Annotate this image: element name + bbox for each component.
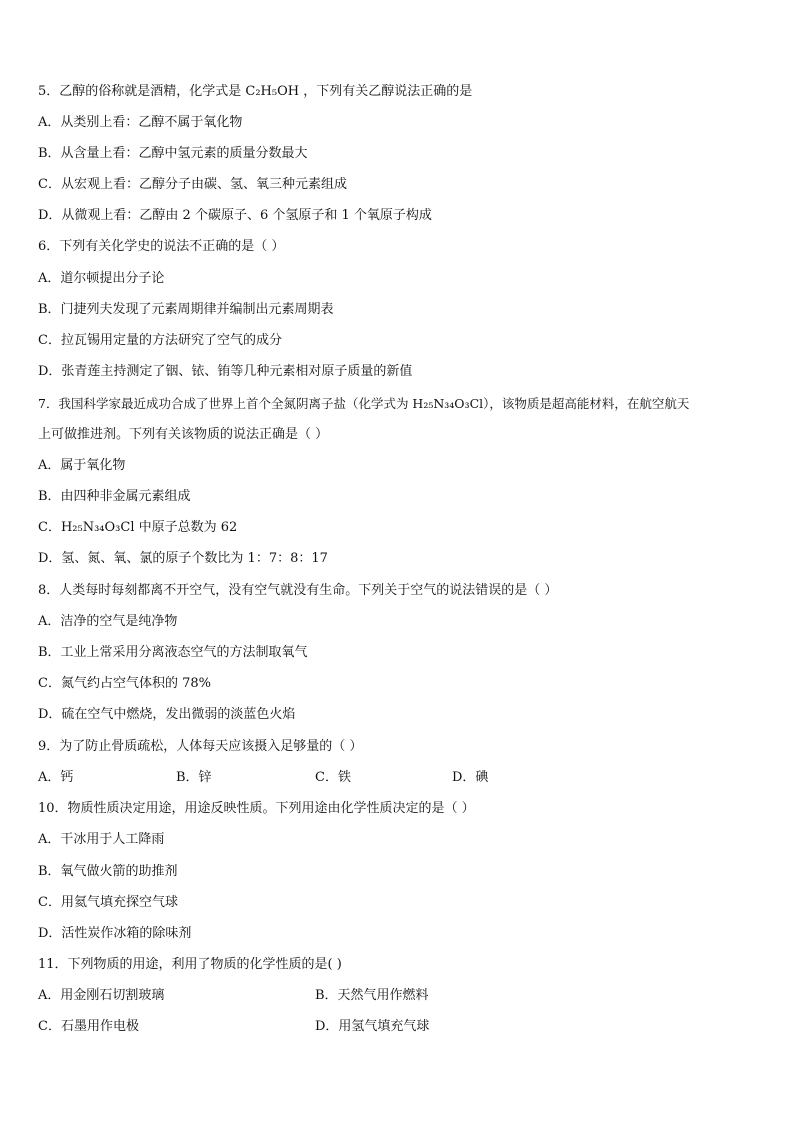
question-7-stem-line-1: 7．我国科学家最近成功合成了世界上首个全氮阴离子盐（化学式为 H₂₅N₃₄O₃Cl），该物质是超高能材料，在航空航天 [38, 396, 690, 411]
question-6-stem: 6．下列有关化学史的说法不正确的是（ ） [38, 239, 285, 254]
question-9-option-c: C．铁 [315, 770, 351, 785]
question-5-stem: 5．乙醇的俗称就是酒精，化学式是 C₂H₅OH ，下列有关乙醇说法正确的是 [38, 84, 473, 99]
question-8-option-b: B．工业上常采用分离液态空气的方法制取氧气 [38, 645, 308, 660]
question-11-stem: 11．下列物质的用途，利用了物质的化学性质的是( ) [38, 957, 342, 972]
question-10-option-a: A．干冰用于人工降雨 [38, 832, 165, 847]
question-6-option-c: C．拉瓦锡用定量的方法研究了空气的成分 [38, 333, 282, 348]
question-10-option-d: D．活性炭作冰箱的除味剂 [38, 926, 192, 941]
question-5-option-c: C．从宏观上看：乙醇分子由碳、氢、氧三种元素组成 [38, 177, 347, 192]
question-11-option-d: D．用氢气填充气球 [315, 1019, 430, 1034]
question-11-option-b: B．天然气用作燃料 [315, 988, 429, 1003]
question-5-option-d: D．从微观上看：乙醇由 2 个碳原子、6 个氢原子和 1 个氧原子构成 [38, 208, 432, 223]
question-8-stem: 8．人类每时每刻都离不开空气，没有空气就没有生命。下列关于空气的说法错误的是（ ） [38, 583, 558, 598]
question-5-option-a: A．从类别上看：乙醇不属于氧化物 [38, 115, 243, 130]
question-7-option-c: C．H₂₅N₃₄O₃Cl 中原子总数为 62 [38, 520, 238, 535]
question-9-option-b: B．锌 [176, 770, 212, 785]
question-6-option-d: D．张青莲主持测定了铟、铱、铕等几种元素相对原子质量的新值 [38, 364, 413, 379]
question-9-stem: 9．为了防止骨质疏松，人体每天应该摄入足够量的（ ） [38, 739, 363, 754]
question-11-option-a: A．用金刚石切割玻璃 [38, 988, 165, 1003]
question-6-option-b: B．门捷列夫发现了元素周期律并编制出元素周期表 [38, 302, 334, 317]
question-8-option-d: D．硫在空气中燃烧，发出微弱的淡蓝色火焰 [38, 707, 296, 722]
question-11-option-c: C．石墨用作电极 [38, 1019, 139, 1034]
question-6-option-a: A．道尔顿提出分子论 [38, 271, 165, 286]
question-7-option-a: A．属于氧化物 [38, 458, 126, 473]
question-7-stem-line-2: 上可做推进剂。下列有关该物质的说法正确是（ ） [38, 427, 329, 442]
question-10-option-c: C．用氦气填充探空气球 [38, 895, 178, 910]
question-10-stem: 10．物质性质决定用途，用途反映性质。下列用途由化学性质决定的是（ ） [38, 801, 475, 816]
question-7-option-b: B．由四种非金属元素组成 [38, 489, 191, 504]
question-10-option-b: B．氧气做火箭的助推剂 [38, 864, 178, 879]
question-8-option-c: C．氮气约占空气体积的 78% [38, 676, 211, 691]
question-8-option-a: A．洁净的空气是纯净物 [38, 614, 178, 629]
question-9-option-a: A．钙 [38, 770, 74, 785]
question-5-option-b: B．从含量上看：乙醇中氢元素的质量分数最大 [38, 146, 308, 161]
question-7-option-d: D．氢、氮、氧、氯的原子个数比为 1：7：8：17 [38, 551, 328, 566]
question-9-option-d: D．碘 [452, 770, 489, 785]
